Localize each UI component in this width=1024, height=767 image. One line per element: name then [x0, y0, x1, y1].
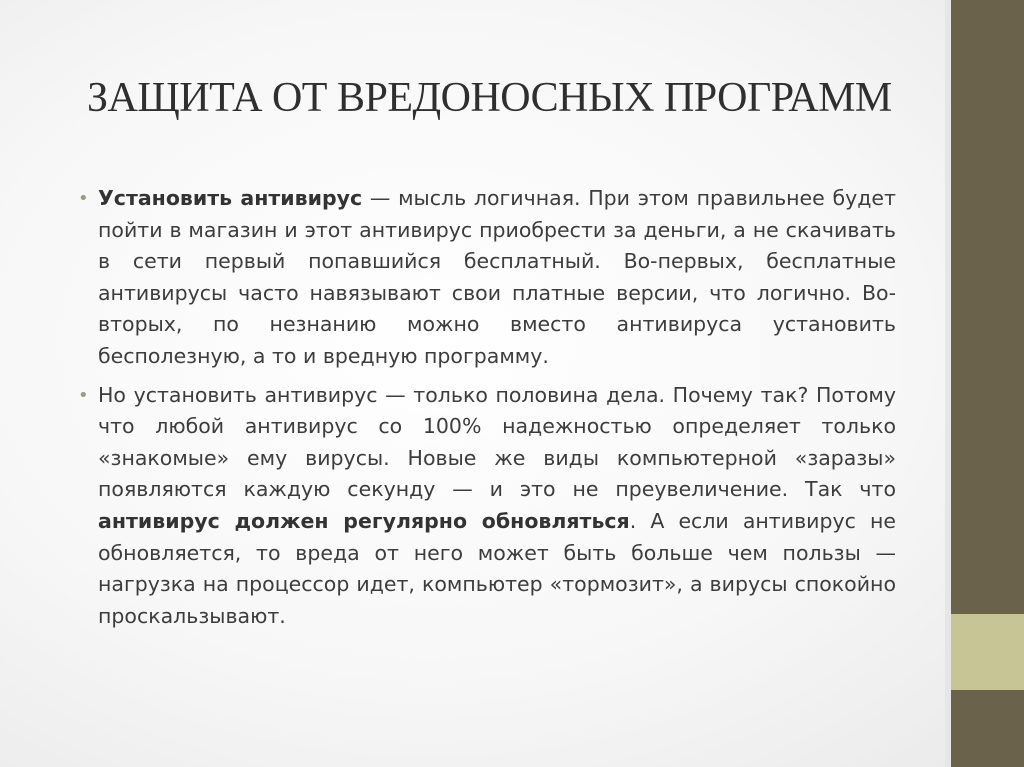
slide-title: ЗАЩИТА ОТ ВРЕДОНОСНЫХ ПРОГРАММ [87, 75, 892, 121]
bullet-list [78, 183, 896, 639]
bullet-marker: • [78, 188, 89, 209]
sidebar-accent-block [951, 614, 1024, 690]
bullet-body-text: Но установить антивирус — только половина дела. Почему так? Потому что любой антивирус со 100% надежностью определяет только «знакомые» ему вирусы. Новые же виды компьютерной «заразы» появляются каждую секунду — и это не преувеличение. Так что [98, 382, 896, 502]
bullet-body-text: — мысль логичная. При этом правильнее будет пойти в магазин и этот антивирус приобрести за деньги, а не скачивать в сети первый попавшийся бесплатный. Во-первых, бесплатные антивирусы часто навязывают свои платные версии, что логично. Во-вторых, по незнанию можно вместо антивируса установить бесполезную, а то и вредную программу. [98, 186, 896, 368]
bullet-lead-text: Установить антивирус [98, 186, 363, 210]
bullet-body-text-end: . А если антивирус не обновляется, то вреда от него может быть больше чем пользы — нагрузка на процессор идет, компьютер «тормозит», а вирусы спокойно проскальзывают. [98, 508, 897, 628]
bullet-item-antivirus-install [78, 183, 896, 373]
bullet-marker: • [78, 384, 89, 406]
bullet-item-antivirus-update [78, 380, 896, 633]
bullet-emphasis-text: антивирус должен регулярно обновляться [98, 508, 630, 533]
